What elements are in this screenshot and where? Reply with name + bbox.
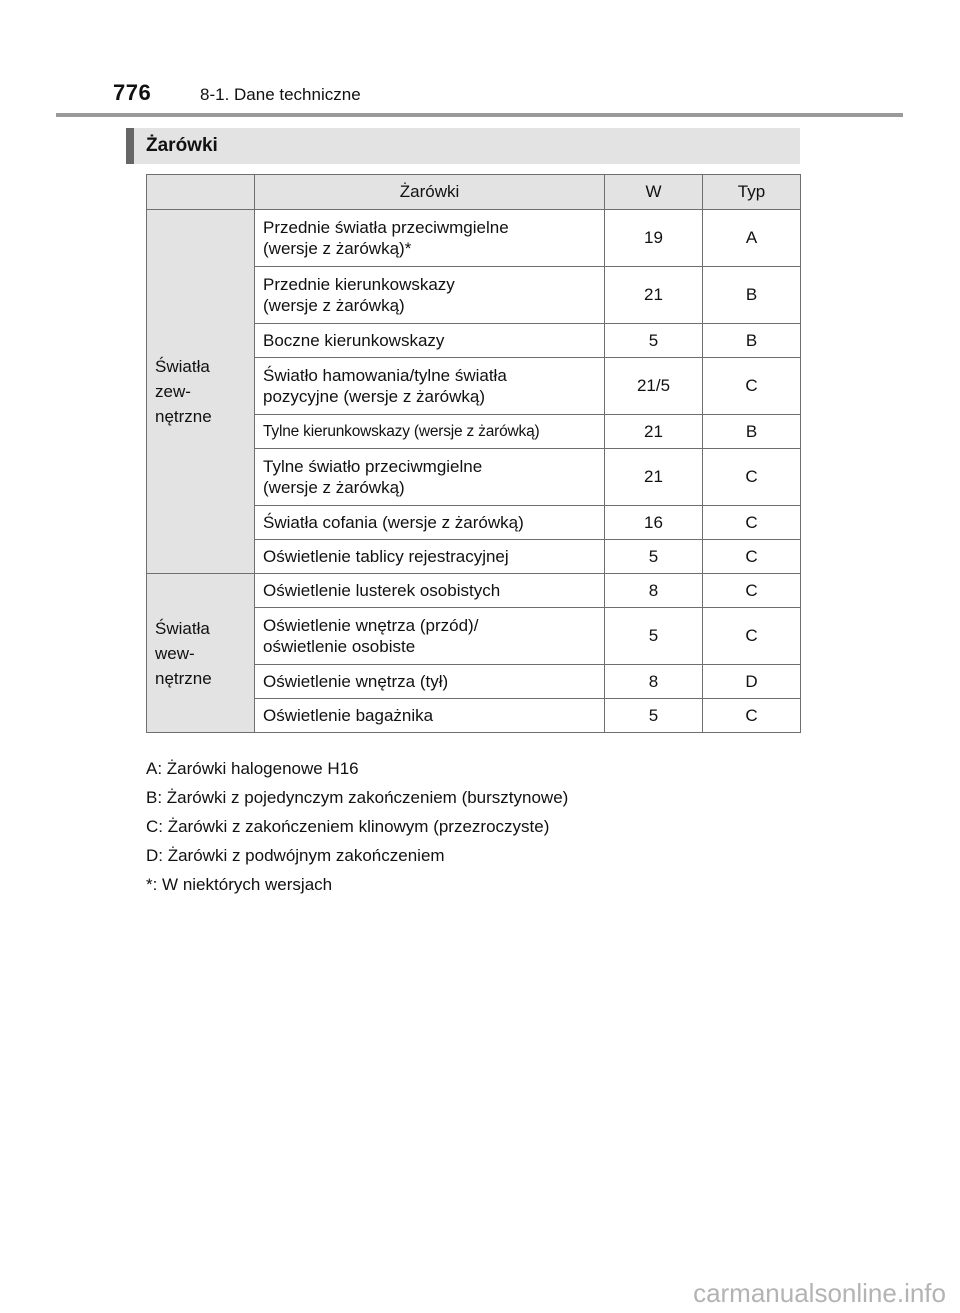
bulb-type: C bbox=[703, 540, 801, 574]
bulb-watt: 5 bbox=[605, 699, 703, 733]
bulb-type: D bbox=[703, 665, 801, 699]
bulb-watt: 8 bbox=[605, 574, 703, 608]
footnotes bbox=[146, 757, 568, 902]
group-label-interior: Światła wew- nętrzne bbox=[147, 574, 255, 733]
column-header-group bbox=[147, 175, 255, 210]
bulb-watt: 5 bbox=[605, 608, 703, 665]
chapter-title: 8-1. Dane techniczne bbox=[200, 85, 361, 104]
bulb-name: Oświetlenie tablicy rejestracyjnej bbox=[255, 540, 605, 574]
bulb-type: B bbox=[703, 324, 801, 358]
bulb-watt: 21/5 bbox=[605, 358, 703, 415]
bulb-name: Światło hamowania/tylne światła pozycyjne (wersje z żarówką) bbox=[255, 358, 605, 415]
bulb-name: Oświetlenie bagażnika bbox=[255, 699, 605, 733]
footnote-asterisk: *: W niektórych wersjach bbox=[146, 875, 333, 894]
bulb-name: Tylne kierunkowskazy (wersje z żarówką) bbox=[255, 415, 605, 449]
column-header-type: Typ bbox=[703, 175, 801, 210]
table-row bbox=[147, 574, 801, 608]
bulb-name: Światła cofania (wersje z żarówką) bbox=[255, 506, 605, 540]
bulb-type: A bbox=[703, 210, 801, 267]
group-label-exterior: Światła zew- nętrzne bbox=[147, 210, 255, 574]
column-header-watt: W bbox=[605, 175, 703, 210]
page-header bbox=[0, 0, 960, 118]
table-header-row bbox=[147, 175, 801, 210]
bulb-type: C bbox=[703, 699, 801, 733]
footnote-b: B: Żarówki z pojedynczym zakończeniem (bursztynowe) bbox=[146, 788, 569, 807]
bulb-watt: 19 bbox=[605, 210, 703, 267]
footnote-a: A: Żarówki halogenowe H16 bbox=[146, 759, 359, 778]
bulb-type: B bbox=[703, 415, 801, 449]
bulb-type: C bbox=[703, 574, 801, 608]
bulb-name: Oświetlenie wnętrza (przód)/ oświetlenie osobiste bbox=[255, 608, 605, 665]
bulb-name: Tylne światło przeciwmgielne (wersje z żarówką) bbox=[255, 449, 605, 506]
bulb-watt: 21 bbox=[605, 449, 703, 506]
footnote-c: C: Żarówki z zakończeniem klinowym (przezroczyste) bbox=[146, 817, 550, 836]
table-row bbox=[147, 210, 801, 267]
bulb-type: C bbox=[703, 608, 801, 665]
column-header-bulb: Żarówki bbox=[255, 175, 605, 210]
bulb-watt: 8 bbox=[605, 665, 703, 699]
bulb-name: Boczne kierunkowskazy bbox=[255, 324, 605, 358]
bulb-name: Przednie światła przeciwmgielne (wersje z żarówką)* bbox=[255, 210, 605, 267]
bulb-watt: 5 bbox=[605, 540, 703, 574]
bulbs-table bbox=[146, 174, 801, 733]
section-title: Żarówki bbox=[126, 128, 800, 164]
bulb-watt: 16 bbox=[605, 506, 703, 540]
bulb-name: Oświetlenie lusterek osobistych bbox=[255, 574, 605, 608]
bulb-watt: 5 bbox=[605, 324, 703, 358]
page-number: 776 bbox=[113, 80, 152, 105]
watermark: carmanualsonline.info bbox=[693, 1278, 946, 1308]
bulb-type: C bbox=[703, 506, 801, 540]
bulb-type: B bbox=[703, 267, 801, 324]
bulb-type: C bbox=[703, 449, 801, 506]
bulb-name: Oświetlenie wnętrza (tył) bbox=[255, 665, 605, 699]
bulb-type: C bbox=[703, 358, 801, 415]
bulb-watt: 21 bbox=[605, 267, 703, 324]
header-divider bbox=[56, 113, 903, 117]
bulb-name: Przednie kierunkowskazy (wersje z żarówką) bbox=[255, 267, 605, 324]
footnote-d: D: Żarówki z podwójnym zakończeniem bbox=[146, 846, 445, 865]
bulb-watt: 21 bbox=[605, 415, 703, 449]
